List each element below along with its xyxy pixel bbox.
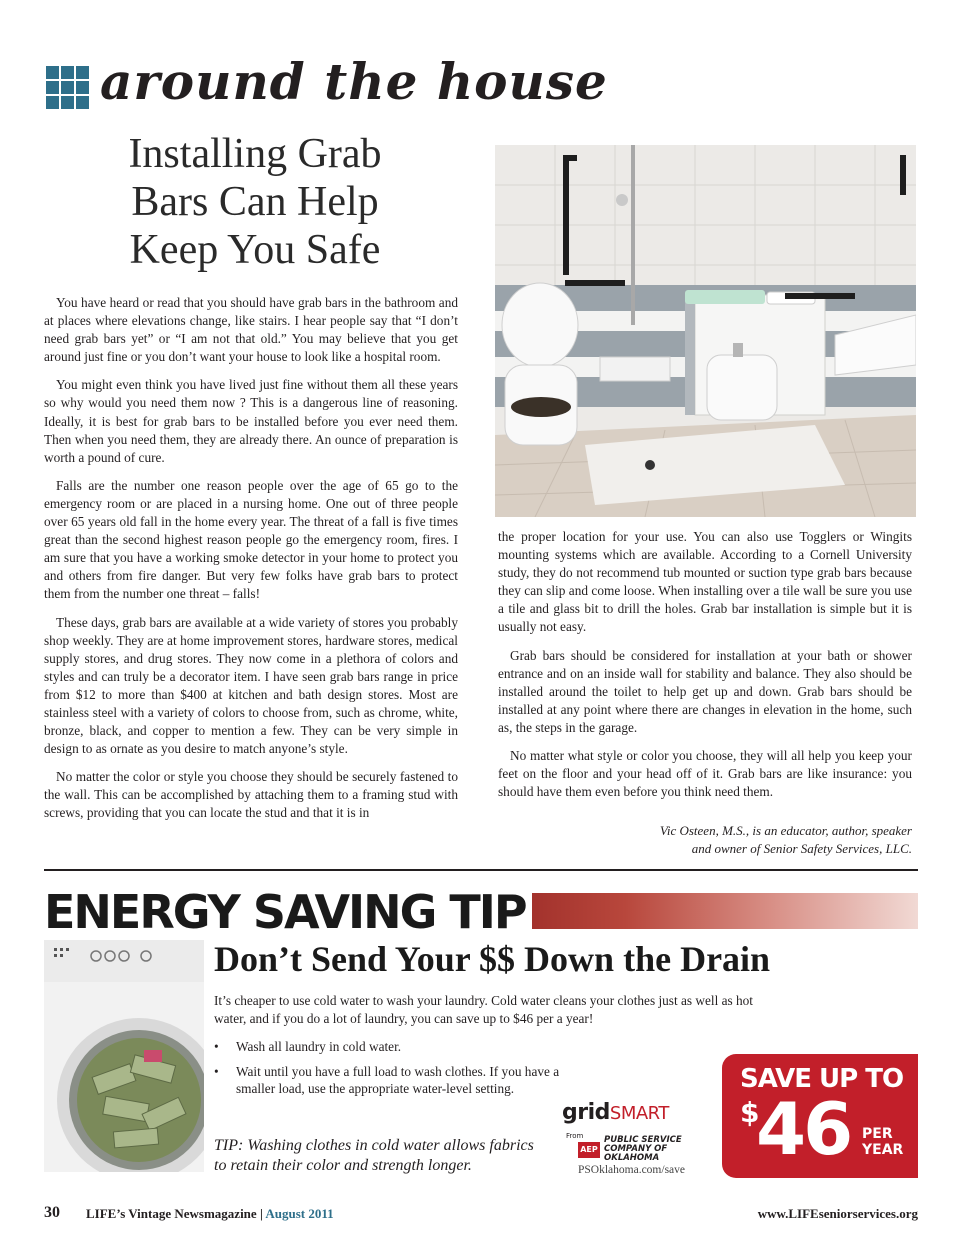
tip-headline: Don’t Send Your $$ Down the Drain	[214, 939, 771, 979]
save-badge-per	[862, 1126, 903, 1158]
paragraph: the proper location for your use. You can also use Togglers or Wingits mounting systems which are available. According to a Cornell University study, they do not recommend tub mounted or suction type grab bars because they can slip and come loose. When installing over a tile wall be sure you use a tile and glass bit to drill the holes. Grab bar installation is simple but it is usually not easy.	[498, 529, 912, 635]
section-icon	[46, 66, 90, 110]
pso-line: OKLAHOMA	[604, 1153, 660, 1163]
tip-bullet-list	[214, 1038, 574, 1105]
headline-line: Bars Can Help	[131, 179, 379, 225]
footer-separator: |	[259, 1206, 263, 1221]
paragraph: These days, grab bars are available at a wide variety of stores you probably shop weekly. They are at home improvement stores, hardware stores, medical supply stores, and drug stores. They now come in a plethora of colors and styles and can truly be a decorator item. I have seen grab bars range in price from $12 to more than $400 at kitchen and bath design stores. Most are stainless steel with a variety of colors to choose from, such as chrome, white, bronze, black, and copper to mention a few. They can be very simple in design to as ornate as you desire to match anyone’s style.	[44, 614, 458, 757]
magazine-name: LIFE’s Vintage Newsmagazine	[86, 1206, 257, 1221]
paragraph: No matter what style or color you choose, they will all help you keep your feet on the floor and your head off of it. Grab bars are like insurance: you should have them even before you think need them.	[498, 748, 912, 800]
tip-note-line: TIP: Washing clothes in cold water allows fabrics	[214, 1137, 534, 1154]
washing-machine-photo	[44, 940, 204, 1172]
pso-url: PSOklahoma.com/save	[578, 1164, 685, 1176]
headline-line: Keep You Safe	[129, 227, 381, 273]
pso-from: From	[566, 1132, 584, 1140]
gridsmart-logo	[562, 1100, 669, 1125]
gridsmart-smart: SMART	[609, 1103, 669, 1124]
article-left-column	[44, 294, 458, 833]
aep-logo: AEP	[578, 1142, 600, 1158]
gridsmart-grid: grid	[562, 1100, 610, 1125]
save-badge-top: SAVE UP TO	[740, 1064, 904, 1094]
page-number: 30	[44, 1204, 60, 1221]
save-badge-year-line: YEAR	[862, 1142, 904, 1158]
save-badge-per-line: PER	[862, 1126, 893, 1142]
author-byline	[560, 822, 912, 858]
paragraph: Grab bars should be considered for installation at your bath or shower entrance and on an inside wall for stability and balance. They also should be installed around the toilet to help get up and down. Grab bars should be installed at any point where there are changes in elevation in the home, such as, the steps in the garage.	[498, 647, 912, 735]
pso-company-name	[604, 1136, 714, 1163]
footer-website: www.LIFEseniorservices.org	[757, 1206, 918, 1221]
pso-line: COMPANY OF	[604, 1144, 668, 1154]
paragraph: No matter the color or style you choose they should be securely fastened to the wall. This can be accomplished by attaching them to a framing stud with screws, providing that you can locate the stud and that it is in	[44, 769, 458, 821]
headline-line: Installing Grab	[128, 131, 382, 177]
article-right-column	[498, 528, 912, 811]
list-item: • Wait until you have a full load to wash clothes. If you have a smaller load, use the appropriate water-level setting.	[214, 1063, 574, 1097]
save-badge	[722, 1054, 918, 1178]
byline-line: and owner of Senior Safety Services, LLC.	[691, 841, 912, 856]
article-headline	[60, 130, 450, 274]
save-badge-dollar: $	[740, 1096, 760, 1129]
save-badge-amount: 46	[756, 1087, 851, 1171]
paragraph: Falls are the number one reason people over the age of 65 go to the emergency room or are placed in a nursing home. One out of three people over 65 years old fall in the home every year. The threat of a fall is five times great than the second highest reason people go the emergency room, fires. I am sure that you have a working smoke detector in your home to protect you and others from fire danger. But very few folks have grab bars to protect them from the number one threat – falls!	[44, 477, 458, 602]
paragraph: You might even think you have lived just fine without them all these years so why would you need them now ? This is a dangerous line of reasoning. Ideally, it is best for grab bars to be installed before you ever need them. Then when you need them, they are already there. An ounce of preparation is worth a pound of cure.	[44, 377, 458, 465]
tip-banner-title: ENERGY SAVING TIP	[44, 884, 532, 940]
section-title: around the house	[100, 52, 608, 111]
issue-date: August 2011	[265, 1206, 334, 1221]
tip-note	[214, 1136, 534, 1176]
tip-note-line: to retain their color and strength longer.	[214, 1157, 472, 1174]
section-divider	[44, 869, 918, 871]
magazine-footer	[86, 1206, 334, 1222]
bathroom-photo	[495, 145, 916, 517]
list-item: • Wash all laundry in cold water.	[214, 1038, 574, 1055]
paragraph: You have heard or read that you should have grab bars in the bathroom and at places where elevations change, like stairs. I hear people say that “I don’t need grab bars yet” or “I am not that old.” You may believe that you get around just fine or you don’t want your house to look like a hospital room.	[44, 295, 458, 365]
pso-line: PUBLIC SERVICE	[604, 1135, 682, 1145]
tip-body: It’s cheaper to use cold water to wash your laundry. Cold water cleans your clothes just as well as hot water, and if you do a lot of laundry, you can save up to $46 per a year!	[214, 993, 753, 1026]
byline-line: Vic Osteen, M.S., is an educator, author, speaker	[659, 823, 912, 838]
